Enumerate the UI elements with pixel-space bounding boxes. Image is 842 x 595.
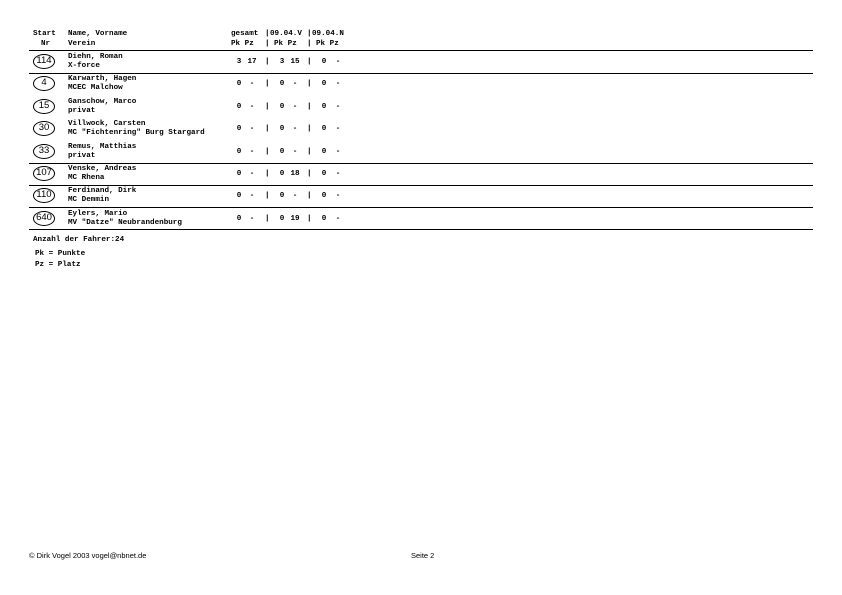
run-v-points: 0 bbox=[279, 214, 285, 223]
column-separator: | bbox=[307, 170, 312, 178]
run-v-place: - bbox=[292, 125, 298, 134]
legend-pk: Pk = Punkte bbox=[35, 250, 86, 258]
run-n-place: - bbox=[335, 214, 341, 223]
column-separator: | bbox=[307, 125, 312, 134]
run-n-points: 0 bbox=[321, 147, 327, 156]
total-place: - bbox=[249, 102, 255, 111]
start-number-badge: 15 bbox=[33, 99, 55, 114]
rider-count-value: 24 bbox=[115, 236, 125, 244]
total-place: - bbox=[249, 170, 255, 178]
total-points: 0 bbox=[236, 192, 242, 201]
rider-name: Eylers, Mario bbox=[68, 209, 128, 218]
rider-club: MV "Datze" Neubrandenburg bbox=[68, 218, 182, 227]
start-number-badge: 114 bbox=[33, 54, 55, 69]
start-number-badge: 33 bbox=[33, 144, 55, 159]
table-row bbox=[0, 208, 842, 230]
total-place: 17 bbox=[247, 58, 257, 66]
column-separator: | bbox=[307, 58, 312, 66]
start-number-badge: 30 bbox=[33, 121, 55, 136]
table-row bbox=[0, 118, 842, 140]
run-v-place: 18 bbox=[290, 170, 300, 178]
start-number-badge: 107 bbox=[33, 166, 55, 181]
legend-pz: Pz = Platz bbox=[35, 261, 81, 269]
header-sep: | bbox=[307, 30, 312, 38]
rider-name: Karwarth, Hagen bbox=[68, 75, 137, 84]
run-v-points: 0 bbox=[279, 80, 285, 89]
header-gesamt: gesamt bbox=[231, 30, 259, 38]
total-points: 0 bbox=[236, 214, 242, 223]
run-v-place: 19 bbox=[290, 214, 300, 223]
column-separator: | bbox=[265, 170, 270, 178]
footer-copyright: © Dirk Vogel 2003 vogel@nbnet.de bbox=[29, 551, 147, 560]
table-row bbox=[0, 185, 842, 207]
run-n-points: 0 bbox=[321, 214, 327, 223]
rider-club: MCEC Malchow bbox=[68, 84, 123, 93]
rider-club: MC "Fichtenring" Burg Stargard bbox=[68, 129, 205, 138]
header-start: Start bbox=[33, 30, 56, 38]
rider-club: privat bbox=[68, 151, 96, 160]
table-row bbox=[0, 141, 842, 163]
table-row bbox=[0, 163, 842, 185]
column-separator: | bbox=[307, 147, 312, 156]
rider-name: Ferdinand, Dirk bbox=[68, 187, 137, 196]
run-v-place: 15 bbox=[290, 58, 300, 66]
run-v-points: 0 bbox=[279, 170, 285, 178]
column-separator: | bbox=[265, 147, 270, 156]
total-points: 0 bbox=[236, 125, 242, 134]
column-separator: | bbox=[307, 192, 312, 201]
header-club: Verein bbox=[68, 40, 96, 48]
run-n-points: 0 bbox=[321, 80, 327, 89]
rider-name: Venske, Andreas bbox=[68, 165, 137, 173]
rider-count-label: Anzahl der Fahrer: bbox=[33, 236, 116, 244]
rider-club: MC Demmin bbox=[68, 196, 110, 205]
run-n-points: 0 bbox=[321, 58, 327, 66]
header-run-v: 09.04.V bbox=[270, 30, 302, 38]
table-row bbox=[0, 51, 842, 73]
rider-club: X-force bbox=[68, 62, 100, 70]
footer-page-number: Seite 2 bbox=[411, 551, 435, 560]
run-v-points: 3 bbox=[279, 58, 285, 66]
run-v-place: - bbox=[292, 102, 298, 111]
run-n-place: - bbox=[335, 170, 341, 178]
rider-name: Villwock, Carsten bbox=[68, 120, 146, 129]
column-separator: | bbox=[265, 214, 270, 223]
run-v-points: 0 bbox=[279, 192, 285, 201]
column-separator: | bbox=[265, 192, 270, 201]
run-n-place: - bbox=[335, 192, 341, 201]
run-v-place: - bbox=[292, 192, 298, 201]
table-row bbox=[0, 96, 842, 118]
column-separator: | bbox=[265, 58, 270, 66]
column-separator: | bbox=[307, 80, 312, 89]
run-n-place: - bbox=[335, 102, 341, 111]
total-points: 0 bbox=[236, 102, 242, 111]
run-v-points: 0 bbox=[279, 102, 285, 111]
rider-name: Remus, Matthias bbox=[68, 142, 137, 151]
run-n-place: - bbox=[335, 58, 341, 66]
header-pkpz-v: Pk Pz bbox=[274, 40, 297, 48]
total-points: 0 bbox=[236, 147, 242, 156]
rider-name: Ganschow, Marco bbox=[68, 97, 137, 106]
column-separator: | bbox=[265, 80, 270, 89]
table-bottom-rule bbox=[29, 229, 813, 230]
rider-club: MC Rhena bbox=[68, 174, 105, 182]
header-run-n: 09.04.N bbox=[312, 30, 344, 38]
header-sep: | bbox=[265, 30, 270, 38]
header-pkpz-n: Pk Pz bbox=[316, 40, 339, 48]
start-number-badge: 4 bbox=[33, 76, 55, 91]
start-number-badge: 110 bbox=[33, 188, 55, 203]
column-separator: | bbox=[307, 214, 312, 223]
run-n-points: 0 bbox=[321, 170, 327, 178]
total-place: - bbox=[249, 192, 255, 201]
column-separator: | bbox=[265, 102, 270, 111]
run-n-points: 0 bbox=[321, 125, 327, 134]
run-n-place: - bbox=[335, 147, 341, 156]
total-points: 3 bbox=[236, 58, 242, 66]
total-place: - bbox=[249, 214, 255, 223]
rider-count bbox=[33, 237, 124, 245]
run-n-points: 0 bbox=[321, 192, 327, 201]
start-number-badge: 640 bbox=[33, 211, 55, 226]
table-row bbox=[0, 73, 842, 95]
header-name: Name, Vorname bbox=[68, 30, 128, 38]
run-n-place: - bbox=[335, 125, 341, 134]
total-place: - bbox=[249, 147, 255, 156]
total-place: - bbox=[249, 80, 255, 89]
total-points: 0 bbox=[236, 80, 242, 89]
run-v-points: 0 bbox=[279, 125, 285, 134]
header-sep: | bbox=[265, 40, 270, 48]
run-n-place: - bbox=[335, 80, 341, 89]
run-v-place: - bbox=[292, 80, 298, 89]
rider-name: Diehn, Roman bbox=[68, 53, 123, 61]
header-nr: Nr bbox=[41, 40, 51, 48]
column-separator: | bbox=[307, 102, 312, 111]
total-points: 0 bbox=[236, 170, 242, 178]
run-n-points: 0 bbox=[321, 102, 327, 111]
column-separator: | bbox=[265, 125, 270, 134]
rider-club: privat bbox=[68, 106, 96, 115]
header-sep: | bbox=[307, 40, 312, 48]
run-v-points: 0 bbox=[279, 147, 285, 156]
total-place: - bbox=[249, 125, 255, 134]
run-v-place: - bbox=[292, 147, 298, 156]
header-pkpz-gesamt: Pk Pz bbox=[231, 40, 254, 48]
